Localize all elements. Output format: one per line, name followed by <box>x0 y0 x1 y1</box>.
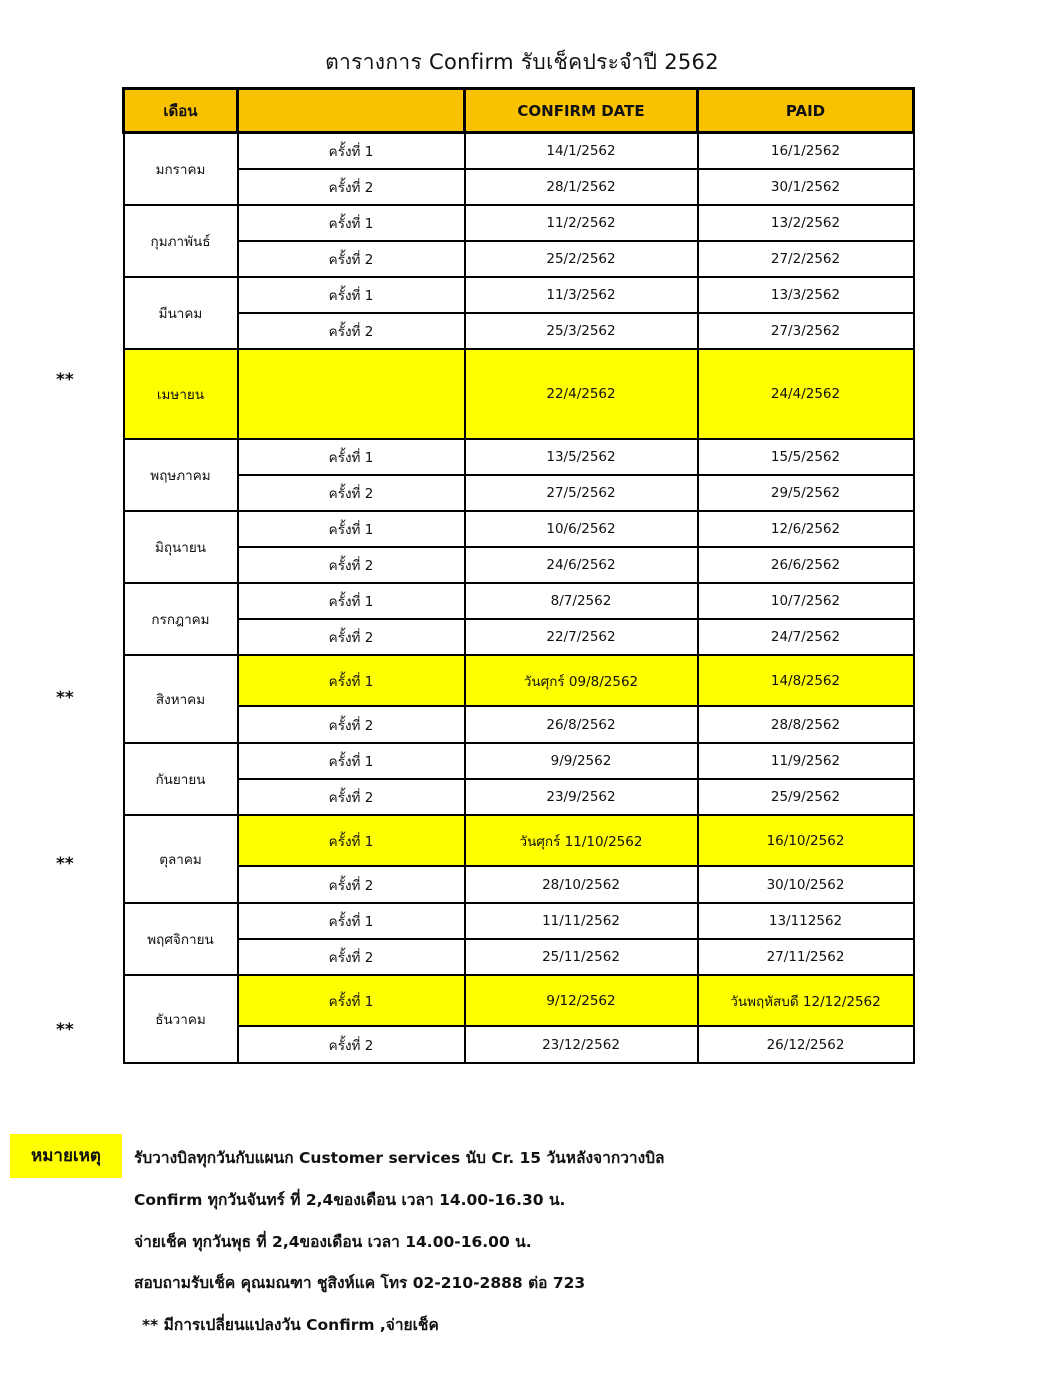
confirm-cell: 22/7/2562 <box>465 619 698 655</box>
confirm-cell: 10/6/2562 <box>465 511 698 547</box>
confirm-cell: 26/8/2562 <box>465 706 698 743</box>
paid-cell: 26/12/2562 <box>698 1026 914 1063</box>
header-paid: PAID <box>698 89 914 133</box>
round-cell: ครั้งที่ 1 <box>238 439 465 475</box>
paid-cell: วันพฤหัสบดี 12/12/2562 <box>698 975 914 1026</box>
round-cell: ครั้งที่ 1 <box>238 511 465 547</box>
paid-cell: 24/7/2562 <box>698 619 914 655</box>
month-cell: ธันวาคม <box>124 975 238 1063</box>
paid-cell: 14/8/2562 <box>698 655 914 706</box>
paid-cell: 30/1/2562 <box>698 169 914 205</box>
month-cell: กันยายน <box>124 743 238 815</box>
table-row <box>124 475 914 511</box>
paid-cell: 27/11/2562 <box>698 939 914 975</box>
table-row <box>124 349 914 439</box>
paid-cell: 16/10/2562 <box>698 815 914 866</box>
paid-cell: 11/9/2562 <box>698 743 914 779</box>
schedule-table <box>122 87 915 1064</box>
round-cell: ครั้งที่ 2 <box>238 547 465 583</box>
paid-cell: 29/5/2562 <box>698 475 914 511</box>
table-row <box>124 903 914 939</box>
confirm-cell: 23/9/2562 <box>465 779 698 815</box>
confirm-cell: 9/12/2562 <box>465 975 698 1026</box>
note-line: รับวางบิลทุกวันกับแผนก Customer services นับ Cr. 15 วันหลังจากวางบิล <box>134 1149 665 1167</box>
round-cell: ครั้งที่ 1 <box>238 743 465 779</box>
round-cell: ครั้งที่ 2 <box>238 939 465 975</box>
confirm-cell: 11/3/2562 <box>465 277 698 313</box>
header-month: เดือน <box>124 89 238 133</box>
round-cell: ครั้งที่ 1 <box>238 975 465 1026</box>
confirm-cell: 28/1/2562 <box>465 169 698 205</box>
round-cell: ครั้งที่ 2 <box>238 241 465 277</box>
confirm-cell: 27/5/2562 <box>465 475 698 511</box>
table-row <box>124 815 914 866</box>
table-row <box>124 1026 914 1063</box>
confirm-cell: 14/1/2562 <box>465 133 698 170</box>
paid-cell: 13/2/2562 <box>698 205 914 241</box>
round-cell <box>238 349 465 439</box>
confirm-cell: 28/10/2562 <box>465 866 698 903</box>
change-marker-december: ** <box>56 1020 74 1040</box>
table-row <box>124 241 914 277</box>
paid-cell: 16/1/2562 <box>698 133 914 170</box>
change-marker-august: ** <box>56 688 74 708</box>
round-cell: ครั้งที่ 1 <box>238 133 465 170</box>
round-cell: ครั้งที่ 1 <box>238 655 465 706</box>
month-cell: มกราคม <box>124 133 238 206</box>
note-line: ** มีการเปลี่ยนแปลงวัน Confirm ,จ่ายเช็ค <box>142 1316 439 1334</box>
table-row <box>124 619 914 655</box>
confirm-cell: 23/12/2562 <box>465 1026 698 1063</box>
confirm-cell: 11/11/2562 <box>465 903 698 939</box>
month-cell: มีนาคม <box>124 277 238 349</box>
confirm-cell: 9/9/2562 <box>465 743 698 779</box>
round-cell: ครั้งที่ 2 <box>238 779 465 815</box>
month-cell: ตุลาคม <box>124 815 238 903</box>
table-row <box>124 439 914 475</box>
round-cell: ครั้งที่ 2 <box>238 169 465 205</box>
paid-cell: 30/10/2562 <box>698 866 914 903</box>
table-row <box>124 779 914 815</box>
paid-cell: 12/6/2562 <box>698 511 914 547</box>
table-row <box>124 655 914 706</box>
page-title: ตารางการ Confirm รับเช็คประจำปี 2562 <box>325 50 719 74</box>
paid-cell: 15/5/2562 <box>698 439 914 475</box>
header-row <box>124 89 914 133</box>
month-cell: มิถุนายน <box>124 511 238 583</box>
paid-cell: 26/6/2562 <box>698 547 914 583</box>
confirm-cell: 25/2/2562 <box>465 241 698 277</box>
change-marker-october: ** <box>56 854 74 874</box>
round-cell: ครั้งที่ 2 <box>238 706 465 743</box>
confirm-cell: 8/7/2562 <box>465 583 698 619</box>
round-cell: ครั้งที่ 2 <box>238 866 465 903</box>
paid-cell: 13/112562 <box>698 903 914 939</box>
round-cell: ครั้งที่ 1 <box>238 205 465 241</box>
paid-cell: 27/2/2562 <box>698 241 914 277</box>
month-cell: กรกฎาคม <box>124 583 238 655</box>
confirm-cell: 25/3/2562 <box>465 313 698 349</box>
table-row <box>124 583 914 619</box>
round-cell: ครั้งที่ 2 <box>238 313 465 349</box>
paid-cell: 28/8/2562 <box>698 706 914 743</box>
note-line: Confirm ทุกวันจันทร์ ที่ 2,4ของเดือน เวลา 14.00-16.30 น. <box>134 1191 566 1209</box>
confirm-cell: 24/6/2562 <box>465 547 698 583</box>
paid-cell: 27/3/2562 <box>698 313 914 349</box>
table-row <box>124 939 914 975</box>
round-cell: ครั้งที่ 1 <box>238 903 465 939</box>
confirm-cell: 13/5/2562 <box>465 439 698 475</box>
header-round <box>238 89 465 133</box>
month-cell: เมษายน <box>124 349 238 439</box>
confirm-cell: 22/4/2562 <box>465 349 698 439</box>
confirm-cell: 11/2/2562 <box>465 205 698 241</box>
round-cell: ครั้งที่ 2 <box>238 1026 465 1063</box>
table-row <box>124 133 914 170</box>
month-cell: พฤษภาคม <box>124 439 238 511</box>
table-row <box>124 277 914 313</box>
paid-cell: 24/4/2562 <box>698 349 914 439</box>
table-row <box>124 547 914 583</box>
header-confirm-date: CONFIRM DATE <box>465 89 698 133</box>
table-row <box>124 511 914 547</box>
confirm-cell: 25/11/2562 <box>465 939 698 975</box>
table-row <box>124 706 914 743</box>
confirm-cell: วันศุกร์ 09/8/2562 <box>465 655 698 706</box>
round-cell: ครั้งที่ 2 <box>238 619 465 655</box>
note-line: สอบถามรับเช็ค คุณมณฑา ชูสิงห์แค โทร 02-210-2888 ต่อ 723 <box>134 1274 586 1292</box>
table-row <box>124 866 914 903</box>
round-cell: ครั้งที่ 1 <box>238 815 465 866</box>
notes-label: หมายเหตุ <box>10 1134 122 1178</box>
table-row <box>124 975 914 1026</box>
month-cell: พฤศจิกายน <box>124 903 238 975</box>
month-cell: สิงหาคม <box>124 655 238 743</box>
table-row <box>124 169 914 205</box>
paid-cell: 10/7/2562 <box>698 583 914 619</box>
round-cell: ครั้งที่ 1 <box>238 583 465 619</box>
month-cell: กุมภาพันธ์ <box>124 205 238 277</box>
confirm-cell: วันศุกร์ 11/10/2562 <box>465 815 698 866</box>
round-cell: ครั้งที่ 1 <box>238 277 465 313</box>
change-marker-april: ** <box>56 370 74 390</box>
paid-cell: 25/9/2562 <box>698 779 914 815</box>
round-cell: ครั้งที่ 2 <box>238 475 465 511</box>
table-row <box>124 743 914 779</box>
paid-cell: 13/3/2562 <box>698 277 914 313</box>
table-row <box>124 205 914 241</box>
table-row <box>124 313 914 349</box>
note-line: จ่ายเช็ค ทุกวันพุธ ที่ 2,4ของเดือน เวลา 14.00-16.00 น. <box>134 1233 532 1251</box>
